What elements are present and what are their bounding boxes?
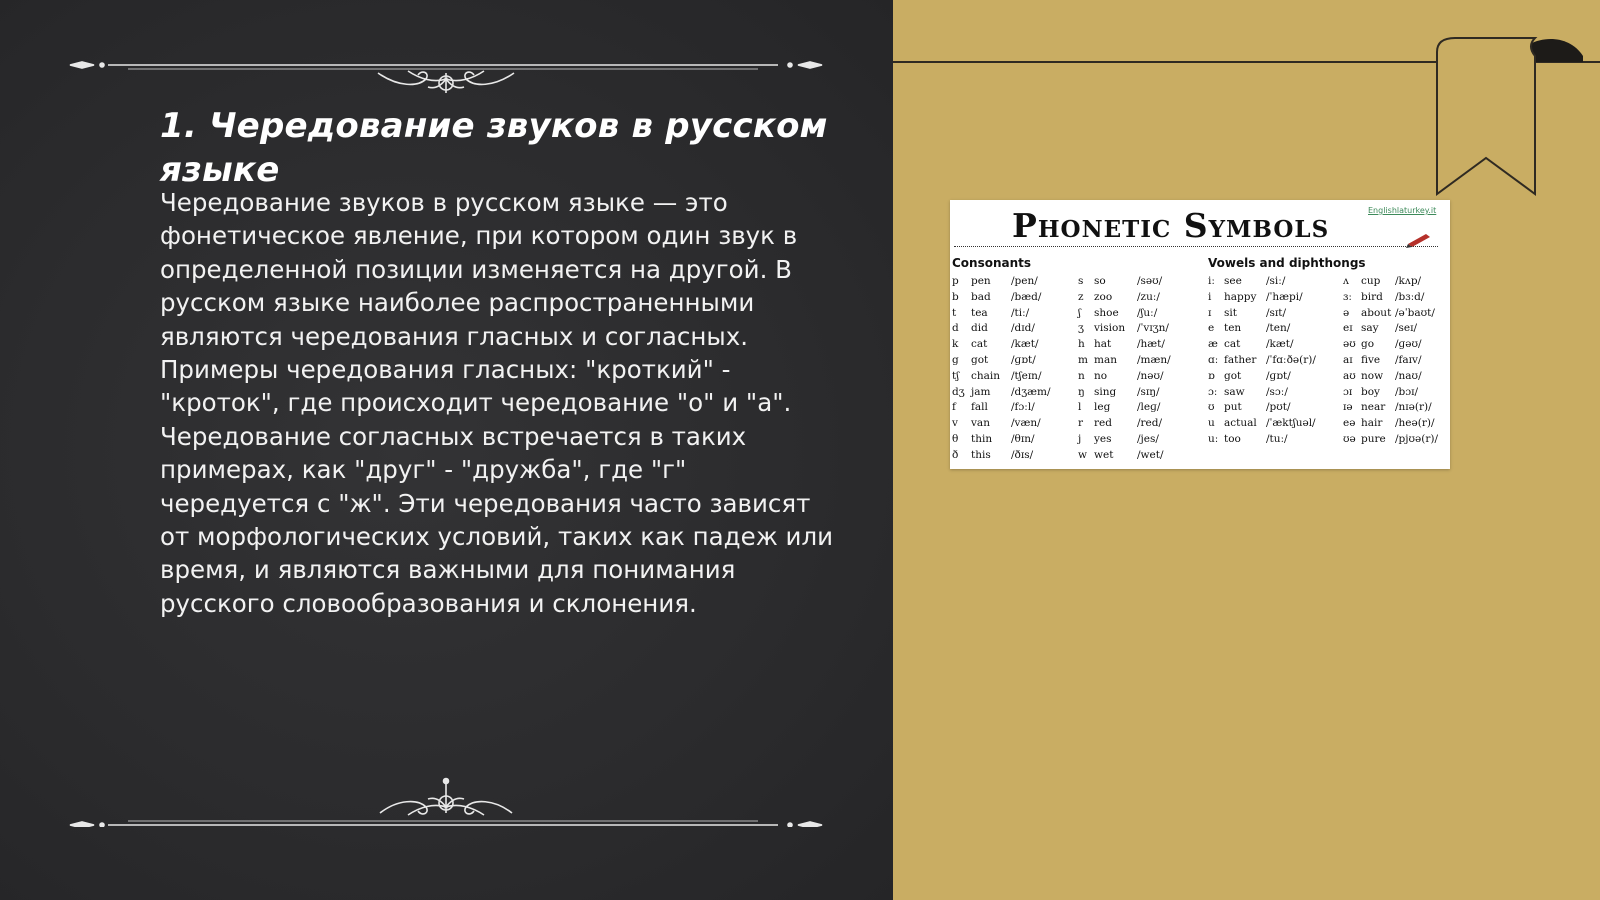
phonetic-transcription: /ˈhæpi/ [1266,290,1303,303]
phonetic-symbol: ə [1343,306,1350,319]
phonetic-symbol: ʒ [1078,322,1084,335]
phonetic-example-word: hair [1361,417,1383,430]
phonetic-example-word: cat [1224,338,1241,351]
phonetic-symbol: l [1078,401,1082,414]
phonetic-symbol: ɔɪ [1343,385,1353,398]
phonetic-row [1343,416,1450,432]
phonetic-symbol: b [952,290,959,303]
phonetic-example-word: near [1361,401,1386,414]
phonetic-transcription: /wet/ [1137,448,1164,461]
phonetic-example-word: sing [1094,385,1117,398]
phonetic-transcription: /nɪə(r)/ [1395,401,1432,414]
phonetic-transcription: /kʌp/ [1395,275,1422,287]
phonetic-row [1343,400,1450,416]
phonetic-symbol: h [1078,338,1085,351]
phonetic-symbol: i [1208,290,1212,303]
phonetic-symbol: d [952,322,959,335]
phonetic-row [1208,369,1343,385]
phonetic-row [952,400,1077,416]
phonetic-row [952,369,1077,385]
phonetic-example-word: hat [1094,338,1112,351]
phonetic-example-word: bird [1361,290,1383,303]
consonants-column-right [1078,274,1203,464]
phonetic-symbol: ɪə [1343,401,1353,414]
phonetic-example-word: shoe [1094,306,1119,319]
phonetic-transcription: /mæn/ [1137,353,1171,366]
phonetic-example-word: leg [1094,401,1111,414]
phonetic-transcription: /seɪ/ [1395,322,1418,335]
phonetic-transcription: /nəʊ/ [1137,369,1164,382]
phonetic-transcription: /ten/ [1266,322,1291,335]
phonetic-symbol: e [1208,322,1215,335]
phonetic-transcription: /bɜːd/ [1395,290,1425,303]
phonetic-example-word: van [971,417,990,430]
phonetic-symbol: v [952,417,958,430]
phonetic-example-word: actual [1224,417,1257,430]
phonetic-transcription: /ʃuː/ [1137,306,1158,319]
phonetic-transcription: /pjʊə(r)/ [1395,432,1438,445]
phonetic-symbol: iː [1208,275,1215,287]
phonetic-transcription: /ðɪs/ [1011,448,1034,461]
phonetic-symbol: əʊ [1343,338,1356,351]
phonetic-row [1208,432,1343,448]
phonetic-transcription: /tuː/ [1266,432,1288,445]
phonetic-transcription: /sɪŋ/ [1137,385,1160,398]
phonetic-transcription: /ˈvɪʒn/ [1137,322,1169,335]
phonetic-row [952,385,1077,401]
phonetic-example-word: too [1224,432,1241,445]
phonetic-example-word: father [1224,353,1257,366]
phonetic-example-word: red [1094,417,1112,430]
phonetic-transcription: /jes/ [1137,432,1159,445]
phonetic-example-word: see [1224,275,1242,287]
phonetic-transcription: /sɪt/ [1266,306,1287,319]
phonetic-row [1343,385,1450,401]
phonetic-symbol: dʒ [952,385,965,398]
phonetic-symbol: uː [1208,432,1219,445]
phonetic-example-word: bad [971,290,991,303]
slide-body-text: Чередование звуков в русском языке — это фонетическое явление, при котором один звук в определенной позиции изменяется на другой. В русском языке наиболее распространенными являются чередования гласных и согласных. Примеры чередования гласных: "кроткий" - "кроток", где происходит чередование "о" и "а". Чередование согласных встречается в таких примерах, как "друг" - "дружба", где "г" чередуется с "ж". Эти чередования часто зависят от морфологических условий, таких как падеж или время, и являются важными для понимания русского словообразования и склонения. [160,188,834,618]
phonetic-example-word: cat [971,338,988,351]
phonetic-row [1208,290,1343,306]
vowels-column-left [1208,274,1343,448]
phonetic-example-word: wet [1094,448,1114,461]
phonetic-example-word: sit [1224,306,1237,319]
phonetic-row [1343,290,1450,306]
phonetic-row [1343,321,1450,337]
phonetic-symbol: z [1078,290,1084,303]
phonetic-row [952,337,1077,353]
phonetic-symbol: eɪ [1343,322,1353,335]
phonetic-transcription: /θɪn/ [1011,432,1035,445]
phonetic-transcription: /bɔɪ/ [1395,385,1419,398]
phonetic-symbol: aɪ [1343,353,1353,366]
phonetic-transcription: /ɡəʊ/ [1395,338,1422,351]
phonetic-transcription: /bæd/ [1011,290,1042,303]
phonetic-example-word: got [1224,369,1242,382]
phonetic-transcription: /ɡɒt/ [1011,353,1036,366]
phonetic-transcription: /zuː/ [1137,290,1160,303]
phonetic-transcription: /faɪv/ [1395,353,1422,366]
phonetic-example-word: boy [1361,385,1380,398]
phonetic-symbols-image [950,200,1450,469]
phonetic-row [1078,369,1203,385]
phonetic-symbol: ɒ [1208,369,1215,382]
phonetic-symbol: ɔː [1208,385,1218,398]
phonetic-row [1208,337,1343,353]
phonetic-row [952,321,1077,337]
phonetic-symbol: ð [952,448,959,461]
phonetic-transcription: /red/ [1137,417,1163,430]
phonetic-row [1078,321,1203,337]
phonetic-example-word: chain [971,369,1001,382]
phonetic-row [1078,290,1203,306]
phonetic-symbol: m [1078,353,1088,366]
phonetic-example-word: zoo [1094,290,1113,303]
phonetic-example-word: five [1361,353,1381,366]
phonetic-row [1343,432,1450,448]
phonetic-example-word: yes [1094,432,1112,445]
phonetic-transcription: /siː/ [1266,275,1286,287]
phonetic-row [952,274,1077,290]
phonetic-transcription: /tʃeɪn/ [1011,369,1042,382]
phonetic-card-rule [954,246,1438,247]
phonetic-example-word: fall [971,401,988,414]
slide-title: 1. Чередование звуков в русском языке [160,106,828,190]
phonetic-transcription: /pen/ [1011,275,1038,287]
phonetic-example-word: happy [1224,290,1257,303]
phonetic-example-word: man [1094,353,1117,366]
phonetic-symbol: u [1208,417,1215,430]
phonetic-symbol: r [1078,417,1084,430]
phonetic-row [1078,432,1203,448]
phonetic-symbol: æ [1208,338,1218,351]
phonetic-transcription: /kæt/ [1266,338,1294,351]
phonetic-transcription: /fɔːl/ [1011,401,1035,414]
phonetic-transcription: /sɔː/ [1266,385,1288,398]
phonetic-transcription: /tiː/ [1011,306,1030,319]
phonetic-example-word: now [1361,369,1384,382]
phonetic-symbol: ʊ [1208,401,1215,414]
phonetic-symbol: ɜː [1343,290,1352,303]
phonetic-example-word: so [1094,275,1106,287]
phonetic-row [1078,400,1203,416]
phonetic-symbol: θ [952,432,959,445]
phonetic-example-word: saw [1224,385,1245,398]
phonetic-row [1078,448,1203,464]
phonetic-symbol: p [952,275,959,287]
vowels-heading: Vowels and diphthongs [1208,256,1366,270]
phonetic-transcription: /dʒæm/ [1011,385,1051,398]
phonetic-row [1208,306,1343,322]
phonetic-symbol: ɪ [1208,306,1212,319]
phonetic-row [1208,274,1343,290]
phonetic-symbol: aʊ [1343,369,1356,382]
phonetic-row [952,290,1077,306]
phonetic-symbol: n [1078,369,1085,382]
phonetic-transcription: /pʊt/ [1266,401,1291,414]
phonetic-transcription: /væn/ [1011,417,1041,430]
phonetic-row [1208,400,1343,416]
phonetic-example-word: did [971,322,988,335]
phonetic-example-word: thin [971,432,993,445]
phonetic-symbol: k [952,338,959,351]
phonetic-row [1078,306,1203,322]
phonetic-row [952,448,1077,464]
phonetic-row [1078,416,1203,432]
phonetic-row [952,306,1077,322]
bookmark-ribbon-icon [1435,36,1585,198]
phonetic-row [952,353,1077,369]
phonetic-row [1078,385,1203,401]
phonetic-example-word: jam [971,385,991,398]
phonetic-row [1343,369,1450,385]
phonetic-row [1078,337,1203,353]
phonetic-symbol: s [1078,275,1084,287]
phonetic-transcription: /ˈæktʃuəl/ [1266,417,1316,430]
phonetic-symbol: w [1078,448,1087,461]
phonetic-row [1078,274,1203,290]
phonetic-example-word: vision [1094,322,1126,335]
phonetic-symbol: j [1078,432,1082,445]
phonetic-symbol: tʃ [952,369,960,382]
phonetic-transcription: /hæt/ [1137,338,1165,351]
phonetic-row [952,416,1077,432]
phonetic-row [1343,306,1450,322]
phonetic-example-word: say [1361,322,1379,335]
phonetic-row [1208,416,1343,432]
phonetic-symbol: t [952,306,957,319]
top-ornament-divider [68,43,824,93]
phonetic-row [1078,353,1203,369]
phonetic-example-word: ten [1224,322,1242,335]
phonetic-transcription: /ɡɒt/ [1266,369,1291,382]
phonetic-transcription: /naʊ/ [1395,369,1422,382]
phonetic-example-word: pen [971,275,991,287]
phonetic-example-word: this [971,448,991,461]
phonetic-transcription: /heə(r)/ [1395,417,1435,430]
consonants-heading: Consonants [952,256,1032,270]
phonetic-symbol: f [952,401,956,414]
phonetic-card-site-label: Englishlaturkey.it [1368,206,1437,215]
phonetic-transcription: /dɪd/ [1011,322,1035,335]
phonetic-symbol: ɑː [1208,353,1219,366]
phonetic-symbol: ʊə [1343,432,1356,445]
phonetic-symbol: eə [1343,417,1356,430]
phonetic-symbol: ʃ [1078,306,1081,319]
phonetic-symbol: ŋ [1078,385,1085,398]
phonetic-row [1208,353,1343,369]
phonetic-example-word: cup [1361,275,1381,287]
phonetic-row [1343,274,1450,290]
phonetic-example-word: tea [971,306,988,319]
phonetic-example-word: got [971,353,989,366]
phonetic-row [1343,337,1450,353]
phonetic-card-title: Phonetic Symbols [1012,206,1330,245]
phonetic-example-word: go [1361,338,1375,351]
phonetic-transcription: /əˈbaʊt/ [1395,306,1435,319]
phonetic-symbol: g [952,353,959,366]
bottom-ornament-divider [68,777,824,827]
vowels-column-right [1343,274,1450,448]
phonetic-row [1343,353,1450,369]
phonetic-example-word: put [1224,401,1242,414]
phonetic-transcription: /səʊ/ [1137,275,1163,287]
phonetic-symbol: ʌ [1343,275,1349,287]
phonetic-transcription: /ˈfɑːðə(r)/ [1266,353,1316,366]
phonetic-row [952,432,1077,448]
phonetic-row [1208,385,1343,401]
phonetic-example-word: no [1094,369,1108,382]
phonetic-example-word: pure [1361,432,1386,445]
phonetic-row [1208,321,1343,337]
phonetic-example-word: about [1361,306,1392,319]
phonetic-transcription: /leɡ/ [1137,401,1161,414]
consonants-column-left [952,274,1077,464]
phonetic-transcription: /kæt/ [1011,338,1039,351]
